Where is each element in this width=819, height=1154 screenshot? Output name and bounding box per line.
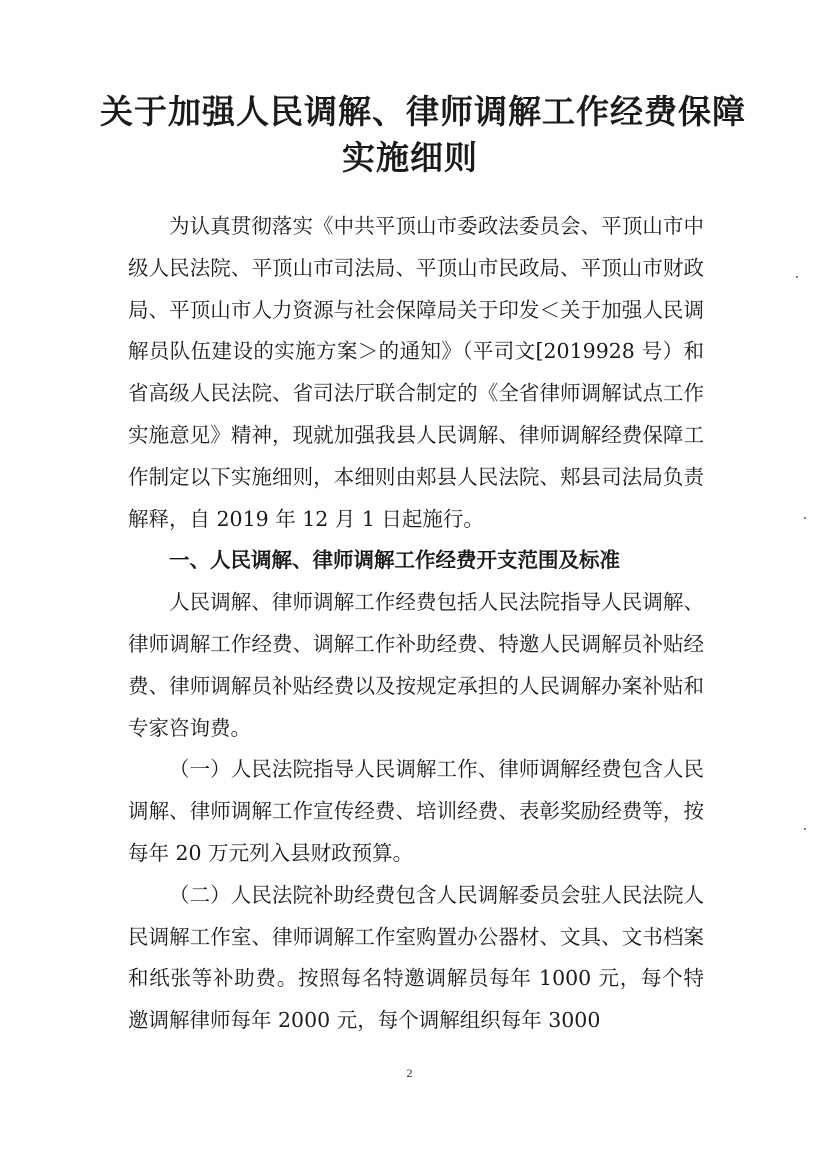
body-paragraph: 人民调解、律师调解工作经费包括人民法院指导人民调解、律师调解工作经费、调解工作补助经费、特邀人民调解员补贴经费、律师调解员补贴经费以及按规定承担的人民调解办案补贴和专家咨询费。 <box>128 590 704 740</box>
section-heading-1: 一、人民调解、律师调解工作经费开支范围及标准 <box>169 548 620 573</box>
scan-speck <box>804 828 806 830</box>
page-number: 2 <box>406 1066 413 1080</box>
document-body <box>128 206 704 1042</box>
intro-paragraph: 为认真贯彻落实《中共平顶山市委政法委员会、平顶山市中级人民法院、平顶山市司法局、平顶山市民政局、平顶山市财政局、平顶山市人力资源与社会保障局关于印发＜关于加强人民调解员队伍建设的实施方案＞的通知》（平司文[2019928 号）和省高级人民法院、省司法厅联合制定的《全省律师调解试点工作实施意见》精神，现就加强我县人民调解、律师调解经费保障工作制定以下实施细则，本细则由郏县人民法院、郏县司法局负责解释，自 2019 年 12 月 1 日起施行。 <box>128 214 704 531</box>
scan-speck <box>796 276 798 278</box>
body-paragraph: （二）人民法院补助经费包含人民调解委员会驻人民法院人民调解工作室、律师调解工作室购置办公器材、文具、文书档案和纸张等补助费。按照每名特邀调解员每年 1000 元，每个特邀调解律师每年 2000 元，每个调解组织每年 3000 <box>128 882 704 1033</box>
body-paragraph: （一）人民法院指导人民调解工作、律师调解经费包含人民调解、律师调解工作宣传经费、培训经费、表彰奖励经费等，按每年 20 万元列入县财政预算。 <box>128 757 704 865</box>
document-title-line1: 关于加强人民调解、律师调解工作经费保障 <box>100 92 746 131</box>
scan-speck <box>804 517 806 519</box>
document-title-line2: 实施细则 <box>342 138 478 177</box>
